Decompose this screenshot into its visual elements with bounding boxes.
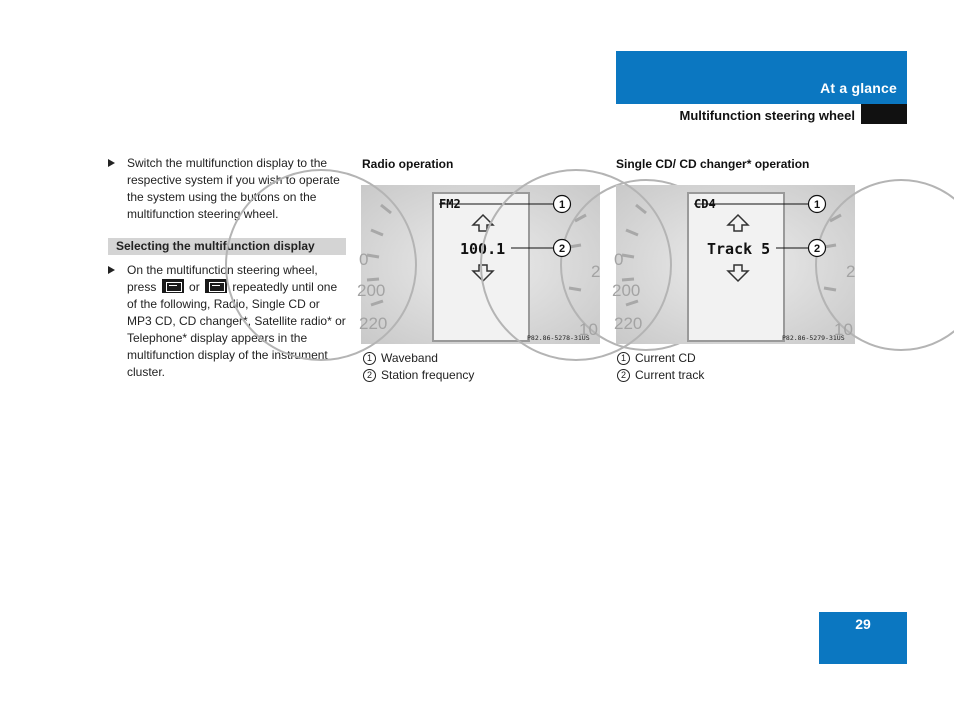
legend-number: 1 <box>363 352 376 365</box>
subsection-title: Multifunction steering wheel <box>679 108 855 123</box>
legend-label: Current CD <box>635 351 696 365</box>
subsection-header <box>616 104 907 124</box>
gauge-label: 0 <box>614 250 624 269</box>
callout-1-label: 1 <box>813 199 821 211</box>
display-down-button-icon <box>205 279 227 293</box>
instruction-text-2b: repeatedly until one of the following, Radio, Single CD or MP3 CD, CD changer*, Satellite radio* or Telephone* display appears in the multifunction display of the instrument cluster. <box>127 280 346 379</box>
gauge-label: 200 <box>612 281 641 300</box>
gauge-label: 2 <box>846 262 856 281</box>
gauge-label: 2 <box>591 262 601 281</box>
gauge-label: 220 <box>359 314 388 333</box>
legend-number: 2 <box>617 369 630 382</box>
section-header <box>616 51 907 104</box>
instruction-step-1 <box>108 155 346 223</box>
gauge-label: 220 <box>614 314 643 333</box>
legend-item <box>363 367 474 384</box>
display-value: Track 5 <box>707 240 771 258</box>
legend-item <box>617 367 704 384</box>
radio-figure-legend <box>363 350 474 384</box>
legend-label: Waveband <box>381 351 438 365</box>
display-panel <box>688 193 784 341</box>
instruction-text-1: Switch the multifunction display to the respective system if you wish to operate the system using the buttons on the multifunction steering wheel. <box>127 156 340 221</box>
legend-number: 1 <box>617 352 630 365</box>
display-up-button-icon <box>162 279 184 293</box>
cd-figure-legend <box>617 350 704 384</box>
cd-display-figure <box>612 185 856 344</box>
page-number-box <box>819 612 907 664</box>
bullet-arrow-icon <box>108 266 115 274</box>
cd-display-illustration <box>612 185 856 344</box>
legend-item <box>617 350 704 367</box>
instruction-text-2a: On the multifunction steering wheel, press <box>127 263 318 294</box>
gauge-label: 200 <box>357 281 386 300</box>
gauge-label: 0 <box>359 250 369 269</box>
photo-code: P82.86-5279-31US <box>782 334 845 342</box>
gauge-label: 10 <box>834 320 853 339</box>
radio-figure-title: Radio operation <box>362 157 454 171</box>
legend-item <box>363 350 474 367</box>
legend-label: Current track <box>635 368 705 382</box>
subsection-marker <box>861 104 907 124</box>
section-title: At a glance <box>820 80 897 96</box>
callout-1-label: 1 <box>558 199 566 211</box>
display-band: CD4 <box>694 197 716 211</box>
instruction-or: or <box>189 280 200 294</box>
callout-2-label: 2 <box>558 243 566 255</box>
gauge-label: 10 <box>579 320 598 339</box>
section-heading: Selecting the multifunction display <box>108 238 346 255</box>
display-band: FM2 <box>439 197 461 211</box>
page-number: 29 <box>855 616 871 632</box>
callout-2-label: 2 <box>813 243 821 255</box>
cd-figure-title: Single CD/ CD changer* operation <box>616 157 810 171</box>
photo-code: P82.86-5278-31US <box>527 334 590 342</box>
legend-label: Station frequency <box>381 368 475 382</box>
legend-number: 2 <box>363 369 376 382</box>
display-value: 100.1 <box>460 240 506 258</box>
bullet-arrow-icon <box>108 159 115 167</box>
